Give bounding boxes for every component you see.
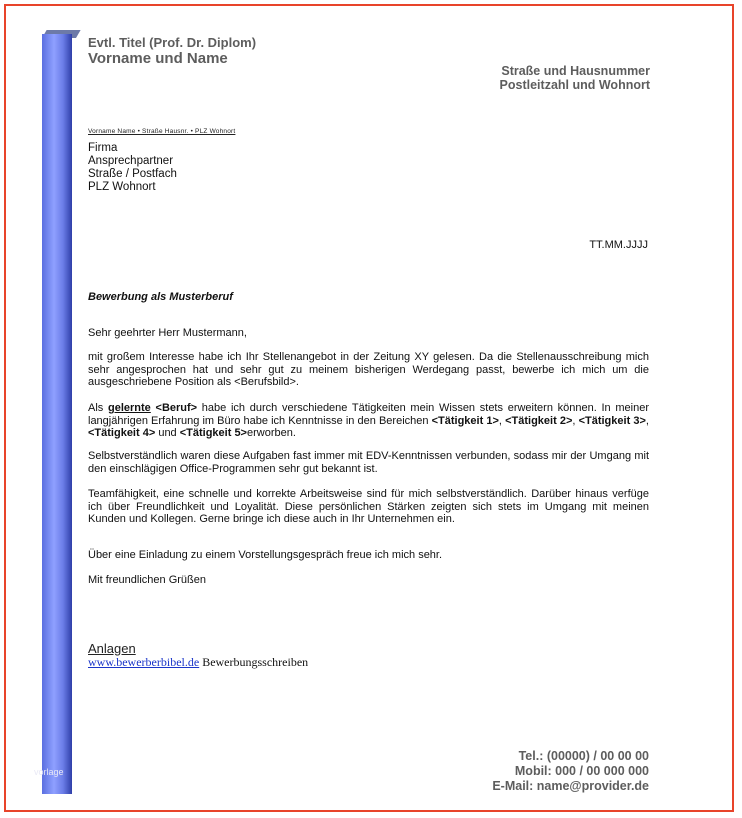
text-segment: ,: [645, 414, 649, 427]
sign-off: Mit freundlichen Grüßen: [88, 574, 206, 586]
contact-phone: Tel.: (00000) / 00 00 00: [518, 749, 649, 763]
paragraph-intro: mit großem Interesse habe ich Ihr Stellenangebot in der Zeitung XY gelesen. Da die Stellenausschreibung mich sehr angesprochen hat und sehr gut zu meinem bisherigen Werdegang passt, bewerbe ich mich um die ausgeschriebene Position als <Berufsbild>.: [88, 351, 649, 388]
recipient-contact: Ansprechpartner: [88, 155, 174, 167]
recipient-city: PLZ Wohnort: [88, 181, 156, 193]
placeholder-task-2: <Tätigkeit 2>: [505, 414, 573, 427]
text-segment: erworben.: [247, 427, 296, 439]
watermark: vorlage: [34, 767, 64, 777]
recipient-company: Firma: [88, 142, 118, 154]
text-segment: ,: [498, 414, 506, 427]
salutation: Sehr geehrter Herr Mustermann,: [88, 327, 247, 339]
bewerberbibel-link[interactable]: www.bewerberbibel.de: [88, 655, 200, 669]
sender-city: Postleitzahl und Wohnort: [499, 78, 650, 92]
contact-block: [492, 749, 649, 794]
paragraph-experience: [88, 402, 649, 440]
paragraph-closing: Über eine Einladung zu einem Vorstellungsgespräch freue ich mich sehr.: [88, 549, 443, 561]
return-address-line: Vorname Name • Straße Hausnr. • PLZ Wohnort: [88, 128, 236, 135]
placeholder-task-4: <Tätigkeit 4>: [88, 427, 156, 439]
placeholder-task-5: <Tätigkeit 5>: [179, 427, 247, 439]
decorative-side-bar: [42, 34, 72, 794]
sender-name: Vorname und Name: [88, 50, 228, 67]
recipient-street: Straße / Postfach: [88, 168, 177, 180]
sender-street: Straße und Hausnummer: [501, 64, 650, 78]
letter-subject: Bewerbung als Musterberuf: [88, 291, 233, 303]
text-segment: und: [155, 427, 180, 439]
placeholder-task-1: <Tätigkeit 1>: [431, 414, 499, 427]
contact-email: E-Mail: name@provider.de: [492, 779, 649, 793]
attachments-label: Anlagen: [88, 641, 136, 656]
text-segment: habe ich durch verschiedene Tätigkeiten mein Wissen stets erweitern können. In meiner langjährigen Erfahrung im Büro habe ich Kenntnisse in den Bereichen: [88, 402, 650, 427]
sender-address: [500, 64, 650, 92]
placeholder-task-3: <Tätigkeit 3>: [578, 414, 646, 427]
placeholder-job: <Beruf>: [155, 402, 198, 414]
text-segment: ,: [572, 414, 579, 427]
attachments-line: [88, 655, 308, 670]
emphasis-learned: gelernte: [108, 402, 151, 414]
attachment-text: Bewerbungsschreiben: [199, 655, 309, 669]
contact-mobile: Mobil: 000 / 00 000 000: [514, 764, 649, 778]
sender-title: Evtl. Titel (Prof. Dr. Diplom): [88, 35, 257, 50]
paragraph-it-skills: Selbstverständlich waren diese Aufgaben fast immer mit EDV-Kenntnissen verbunden, sodass mir der Umgang mit den einschlägigen Office-Programmen sehr gut bekannt ist.: [88, 450, 649, 475]
letter-date: TT.MM.JJJJ: [589, 239, 648, 251]
paragraph-soft-skills: Teamfähigkeit, eine schnelle und korrekte Arbeitsweise sind für mich selbstverständlich. Darüber hinaus verfüge ich über Freundlichkeit und Loyalität. Diese persönlichen Stärken zeigten sich stets im Umgang mit meinen Kunden und Kollegen. Gerne bringe ich diese auch in Ihr Unternehmen ein.: [88, 488, 649, 525]
text-segment: Als: [88, 402, 108, 414]
recipient-address: [88, 142, 177, 194]
